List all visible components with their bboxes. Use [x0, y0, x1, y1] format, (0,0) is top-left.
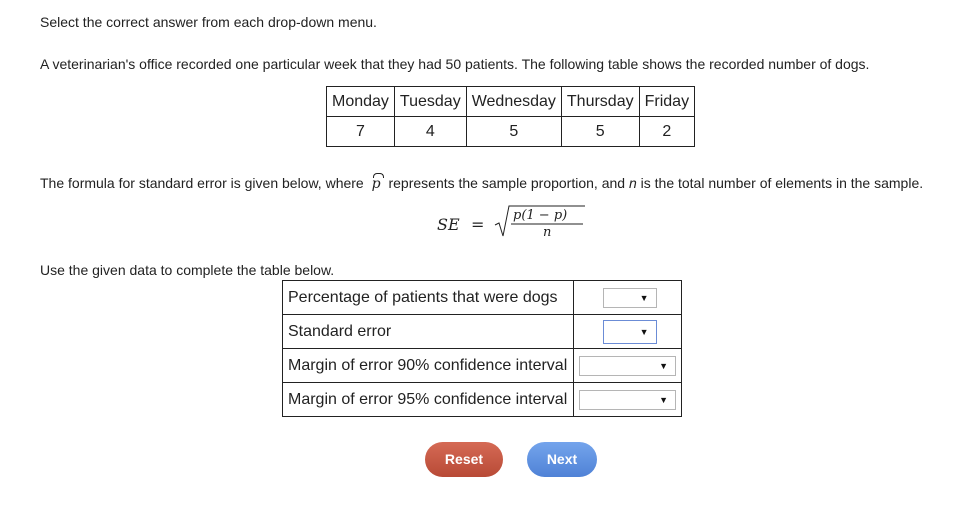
n-symbol: n	[628, 175, 637, 191]
formula-text-part3: is the total number of elements in the sample.	[640, 175, 924, 191]
value-cell: 5	[466, 117, 561, 147]
standard-error-formula	[437, 203, 597, 243]
dropdown-arrow-icon: ▼	[659, 360, 668, 371]
header-cell: Friday	[639, 87, 694, 117]
dogs-table	[326, 86, 695, 147]
dropdown-cell	[574, 315, 682, 349]
next-button[interactable]: Next	[527, 442, 597, 477]
se-equals: =	[471, 215, 485, 234]
header-cell: Wednesday	[466, 87, 561, 117]
margin-error-90-dropdown[interactable]	[579, 356, 676, 376]
use-data-text: Use the given data to complete the table below.	[40, 262, 335, 278]
margin-error-95-dropdown[interactable]	[579, 390, 676, 410]
percentage-dropdown[interactable]	[603, 288, 657, 308]
se-denominator: n	[543, 225, 552, 240]
row-label: Percentage of patients that were dogs	[283, 281, 574, 315]
value-cell: 4	[394, 117, 466, 147]
dropdown-arrow-icon: ▼	[659, 394, 668, 405]
value-cell: 7	[327, 117, 395, 147]
se-numerator: p(1 − p)	[513, 208, 568, 223]
p-hat-symbol: p	[371, 176, 381, 192]
answer-row	[283, 315, 682, 349]
row-label: Margin of error 95% confidence interval	[283, 383, 574, 417]
answer-row	[283, 281, 682, 315]
row-label: Margin of error 90% confidence interval	[283, 349, 574, 383]
row-label: Standard error	[283, 315, 574, 349]
value-cell: 2	[639, 117, 694, 147]
dropdown-arrow-icon: ▼	[639, 326, 649, 337]
dropdown-cell	[574, 281, 682, 315]
answer-row	[283, 349, 682, 383]
answer-table	[282, 280, 682, 417]
header-cell: Monday	[327, 87, 395, 117]
formula-text-part2: represents the sample proportion, and	[388, 175, 626, 191]
header-cell: Thursday	[561, 87, 639, 117]
header-cell: Tuesday	[394, 87, 466, 117]
standard-error-dropdown[interactable]	[603, 320, 657, 344]
se-lhs: SE	[437, 215, 460, 234]
formula-description	[40, 175, 923, 192]
value-cell: 5	[561, 117, 639, 147]
problem-text: A veterinarian's office recorded one particular week that they had 50 patients. The following table shows the recorded number of dogs.	[40, 56, 870, 72]
reset-button[interactable]: Reset	[425, 442, 503, 477]
dropdown-arrow-icon: ▼	[639, 292, 649, 303]
dogs-table-value-row	[327, 117, 695, 147]
answer-row	[283, 383, 682, 417]
dogs-table-header-row	[327, 87, 695, 117]
formula-text-part1: The formula for standard error is given below, where	[40, 175, 364, 191]
dropdown-cell	[574, 383, 682, 417]
instructions-text: Select the correct answer from each drop-down menu.	[40, 14, 377, 30]
dropdown-cell	[574, 349, 682, 383]
